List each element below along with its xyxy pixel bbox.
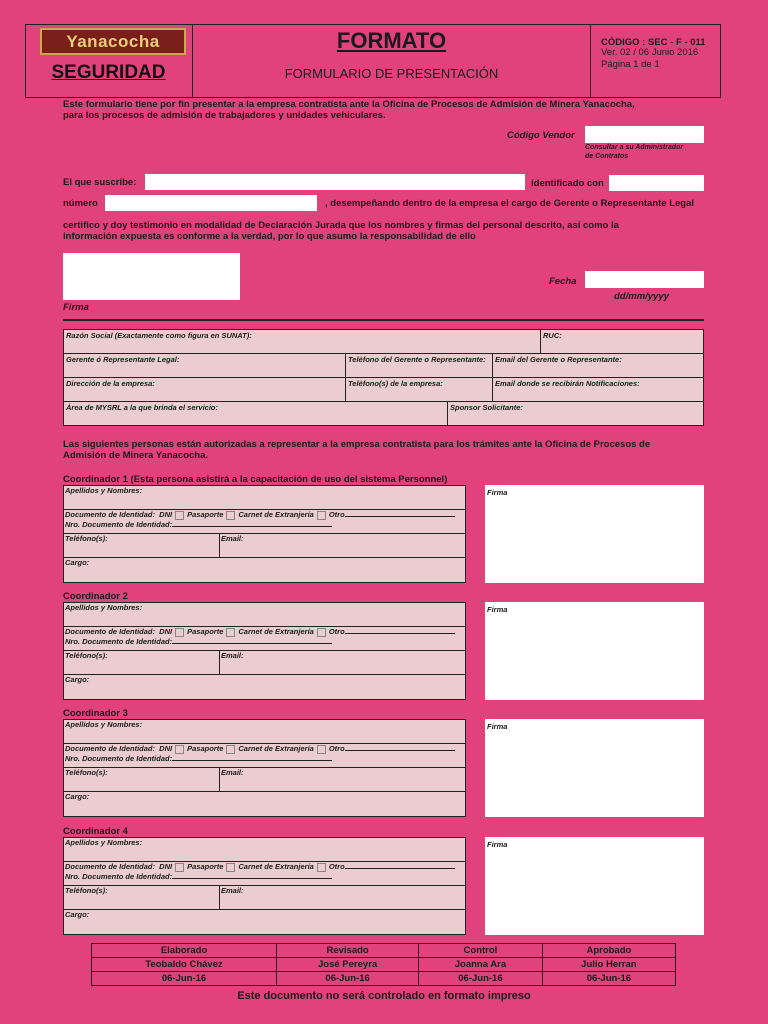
doc-number-label: Nro. Documento de Identidad: [65, 519, 173, 529]
doc-number-line[interactable] [172, 643, 332, 644]
dni-checkbox[interactable] [175, 628, 184, 637]
area-label: Área de MYSRL a la que brinda el servicio: [66, 403, 218, 412]
phone-label: Teléfono(s): [65, 768, 108, 777]
other-line[interactable] [345, 750, 455, 751]
coordinator-signature-box[interactable] [485, 719, 704, 817]
passport-checkbox[interactable] [226, 511, 235, 520]
phone-label: Teléfono(s): [65, 651, 108, 660]
manager-email-field[interactable] [492, 353, 704, 378]
carnet-checkbox[interactable] [317, 628, 326, 637]
dni-option-label: DNI [159, 862, 173, 871]
passport-checkbox[interactable] [226, 863, 235, 872]
declaration-line-1: certifico y doy testimonio en modalidad de Declaración Jurada que los nombres y firmas del personal descrito, así como la [63, 220, 619, 231]
coordinator-email-field[interactable] [219, 767, 465, 792]
dni-option-label: DNI [159, 510, 173, 519]
coordinator-cargo-field[interactable] [63, 791, 466, 817]
coordinator-form [63, 837, 466, 935]
id-type-label: identificado con [531, 178, 604, 189]
id-type-input[interactable] [609, 175, 704, 191]
coordinator-names-field[interactable] [63, 485, 466, 510]
manager-phone-label: Teléfono del Gerente o Representante: [348, 355, 486, 364]
coordinator-form [63, 602, 466, 700]
coordinator-form [63, 719, 466, 817]
other-option-label: Otro [328, 862, 345, 871]
address-label: Dirección de la empresa: [66, 379, 155, 388]
coordinator-phone-field[interactable] [63, 650, 220, 675]
doc-number-line[interactable] [172, 760, 332, 761]
approval-name: Teobaldo Chávez [92, 958, 277, 972]
other-option-label: Otro [328, 744, 345, 753]
coordinator-form [63, 485, 466, 583]
date-label: Fecha [549, 276, 577, 287]
header-div-2 [590, 24, 591, 98]
company-phone-label: Teléfono(s) de la empresa: [348, 379, 443, 388]
passport-option-label: Pasaporte [187, 510, 224, 519]
names-label: Apellidos y Nombres: [65, 486, 143, 495]
coordinator-phone-field[interactable] [63, 533, 220, 558]
doc-code: CÓDIGO : SEC - F - 011 [601, 37, 706, 48]
coordinator-title: Coordinador 2 [63, 591, 128, 602]
vendor-note-1: Consultar a su Administrador [585, 144, 684, 151]
coordinator-names-field[interactable] [63, 719, 466, 744]
coordinator-signature-label: Firma [487, 840, 508, 849]
phone-label: Teléfono(s): [65, 534, 108, 543]
date-format-hint: dd/mm/yyyy [614, 291, 669, 302]
passport-checkbox[interactable] [226, 628, 235, 637]
coordinator-signature-box[interactable] [485, 837, 704, 935]
coordinator-signature-box[interactable] [485, 602, 704, 700]
carnet-checkbox[interactable] [317, 745, 326, 754]
approval-header: Elaborado [92, 944, 277, 958]
carnet-option-label: Carnet de Extranjería [238, 627, 314, 636]
coordinator-names-field[interactable] [63, 837, 466, 862]
doc-number-label: Nro. Documento de Identidad: [65, 636, 173, 646]
vendor-label: Código Vendor [507, 130, 575, 141]
phone-label: Teléfono(s): [65, 886, 108, 895]
carnet-checkbox[interactable] [317, 863, 326, 872]
passport-option-label: Pasaporte [187, 862, 224, 871]
role-text: , desempeñando dentro de la empresa el cargo de Gerente o Representante Legal [325, 198, 695, 209]
other-line[interactable] [345, 868, 455, 869]
manager-phone-field[interactable] [345, 353, 493, 378]
passport-checkbox[interactable] [226, 745, 235, 754]
area-field[interactable] [63, 401, 448, 426]
coordinator-doc-field [63, 861, 466, 886]
other-option-label: Otro [328, 627, 345, 636]
doc-version: Ver. 02 / 06 Junio 2016 [601, 47, 699, 58]
address-field[interactable] [63, 377, 346, 402]
coordinator-signature-label: Firma [487, 488, 508, 497]
coordinator-doc-field [63, 743, 466, 768]
approval-header-row [92, 944, 676, 958]
coordinator-doc-field [63, 509, 466, 534]
coordinator-email-field[interactable] [219, 650, 465, 675]
email-label: Email: [221, 886, 244, 895]
notification-email-field[interactable] [492, 377, 704, 402]
number-input[interactable] [105, 195, 317, 211]
approval-table [91, 943, 676, 986]
doc-type-title: FORMATO [336, 28, 447, 53]
dni-checkbox[interactable] [175, 863, 184, 872]
vendor-code-input[interactable] [585, 126, 704, 143]
doc-label: Documento de Identidad: [65, 627, 155, 636]
signature-box[interactable] [63, 253, 240, 300]
dni-checkbox[interactable] [175, 745, 184, 754]
other-line[interactable] [345, 633, 455, 634]
number-label: número [63, 198, 98, 209]
department-title: SEGURIDAD [51, 62, 166, 83]
approval-header: Control [419, 944, 543, 958]
cargo-label: Cargo: [65, 910, 90, 919]
approval-header: Revisado [277, 944, 419, 958]
carnet-option-label: Carnet de Extranjería [238, 744, 314, 753]
coordinator-cargo-field[interactable] [63, 909, 466, 935]
approval-date: 06-Jun-16 [277, 972, 419, 986]
doc-number-label: Nro. Documento de Identidad: [65, 871, 173, 881]
passport-option-label: Pasaporte [187, 627, 224, 636]
dni-option-label: DNI [159, 744, 173, 753]
coordinator-phone-field[interactable] [63, 767, 220, 792]
date-input[interactable] [585, 271, 704, 288]
section-divider [63, 319, 704, 321]
coordinator-phone-field[interactable] [63, 885, 220, 910]
company-logo [40, 28, 186, 55]
coordinator-names-field[interactable] [63, 602, 466, 627]
doc-title: FORMULARIO DE PRESENTACIÓN [284, 66, 499, 81]
authorized-line-2: Admisión de Minera Yanacocha. [63, 450, 209, 461]
coordinator-title: Coordinador 3 [63, 708, 128, 719]
email-label: Email: [221, 651, 244, 660]
cargo-label: Cargo: [65, 558, 90, 567]
doc-label: Documento de Identidad: [65, 862, 155, 871]
signature-label: Firma [63, 302, 89, 313]
razon-social-field[interactable] [63, 329, 541, 354]
approval-date: 06-Jun-16 [92, 972, 277, 986]
sponsor-field[interactable] [447, 401, 704, 426]
company-phone-field[interactable] [345, 377, 493, 402]
other-line[interactable] [345, 516, 455, 517]
ruc-field[interactable] [540, 329, 704, 354]
cargo-label: Cargo: [65, 792, 90, 801]
doc-label: Documento de Identidad: [65, 510, 155, 519]
sponsor-label: Sponsor Solicitante: [450, 403, 523, 412]
manager-field[interactable] [63, 353, 346, 378]
doc-page: Página 1 de 1 [601, 59, 660, 70]
dni-option-label: DNI [159, 627, 173, 636]
coordinator-email-field[interactable] [219, 533, 465, 558]
names-label: Apellidos y Nombres: [65, 838, 143, 847]
approval-date: 06-Jun-16 [542, 972, 675, 986]
logo-text: Yanacocha [66, 31, 160, 51]
coordinator-email-field[interactable] [219, 885, 465, 910]
doc-label: Documento de Identidad: [65, 744, 155, 753]
subscriber-input[interactable] [145, 174, 525, 190]
approval-date: 06-Jun-16 [419, 972, 543, 986]
declaration-line-2: información expuesta es conforme a la verdad, por lo que asumo la responsabilidad de ello [63, 231, 476, 242]
vendor-note-2: de Contratos [585, 153, 629, 160]
intro-line-2: para los procesos de admisión de trabajadores y unidades vehiculares. [63, 110, 386, 121]
passport-option-label: Pasaporte [187, 744, 224, 753]
manager-email-label: Email del Gerente o Representante: [495, 355, 622, 364]
ruc-label: RUC: [543, 331, 562, 340]
coordinator-doc-field [63, 626, 466, 651]
email-label: Email: [221, 768, 244, 777]
approval-date-row [92, 972, 676, 986]
doc-number-line[interactable] [172, 526, 332, 527]
authorized-line-1: Las siguientes personas están autorizadas a representar a la empresa contratista para los trámites ante la Oficina de Procesos de [63, 439, 651, 450]
email-label: Email: [221, 534, 244, 543]
other-option-label: Otro [328, 510, 345, 519]
approval-header: Aprobado [542, 944, 675, 958]
notification-email-label: Email donde se recibirán Notificaciones: [495, 379, 640, 388]
razon-social-label: Razón Social (Exactamente como figura en SUNAT): [66, 331, 252, 340]
carnet-option-label: Carnet de Extranjería [238, 862, 314, 871]
coordinator-title: Coordinador 1 (Esta persona asistirá a la capacitación de uso del sistema Personnel) [63, 474, 448, 485]
intro-line-1: Este formulario tiene por fin presentar a la empresa contratista ante la Oficina de Procesos de Admisión de Minera Yanacocha, [63, 99, 635, 110]
doc-number-line[interactable] [172, 878, 332, 879]
cargo-label: Cargo: [65, 675, 90, 684]
carnet-option-label: Carnet de Extranjería [238, 510, 314, 519]
approval-name: Joanna Ara [419, 958, 543, 972]
coordinator-signature-box[interactable] [485, 485, 704, 583]
coordinator-cargo-field[interactable] [63, 674, 466, 700]
coordinator-signature-label: Firma [487, 605, 508, 614]
doc-number-label: Nro. Documento de Identidad: [65, 753, 173, 763]
approval-name: Julio Herran [542, 958, 675, 972]
subscriber-label: El que suscribe: [63, 177, 137, 188]
approval-name-row [92, 958, 676, 972]
carnet-checkbox[interactable] [317, 511, 326, 520]
footer-note: Este documento no será controlado en formato impreso [237, 990, 531, 1002]
coordinator-cargo-field[interactable] [63, 557, 466, 583]
coordinator-signature-label: Firma [487, 722, 508, 731]
coordinator-title: Coordinador 4 [63, 826, 128, 837]
dni-checkbox[interactable] [175, 511, 184, 520]
manager-label: Gerente ó Representante Legal: [66, 355, 180, 364]
names-label: Apellidos y Nombres: [65, 603, 143, 612]
approval-name: José Pereyra [277, 958, 419, 972]
names-label: Apellidos y Nombres: [65, 720, 143, 729]
